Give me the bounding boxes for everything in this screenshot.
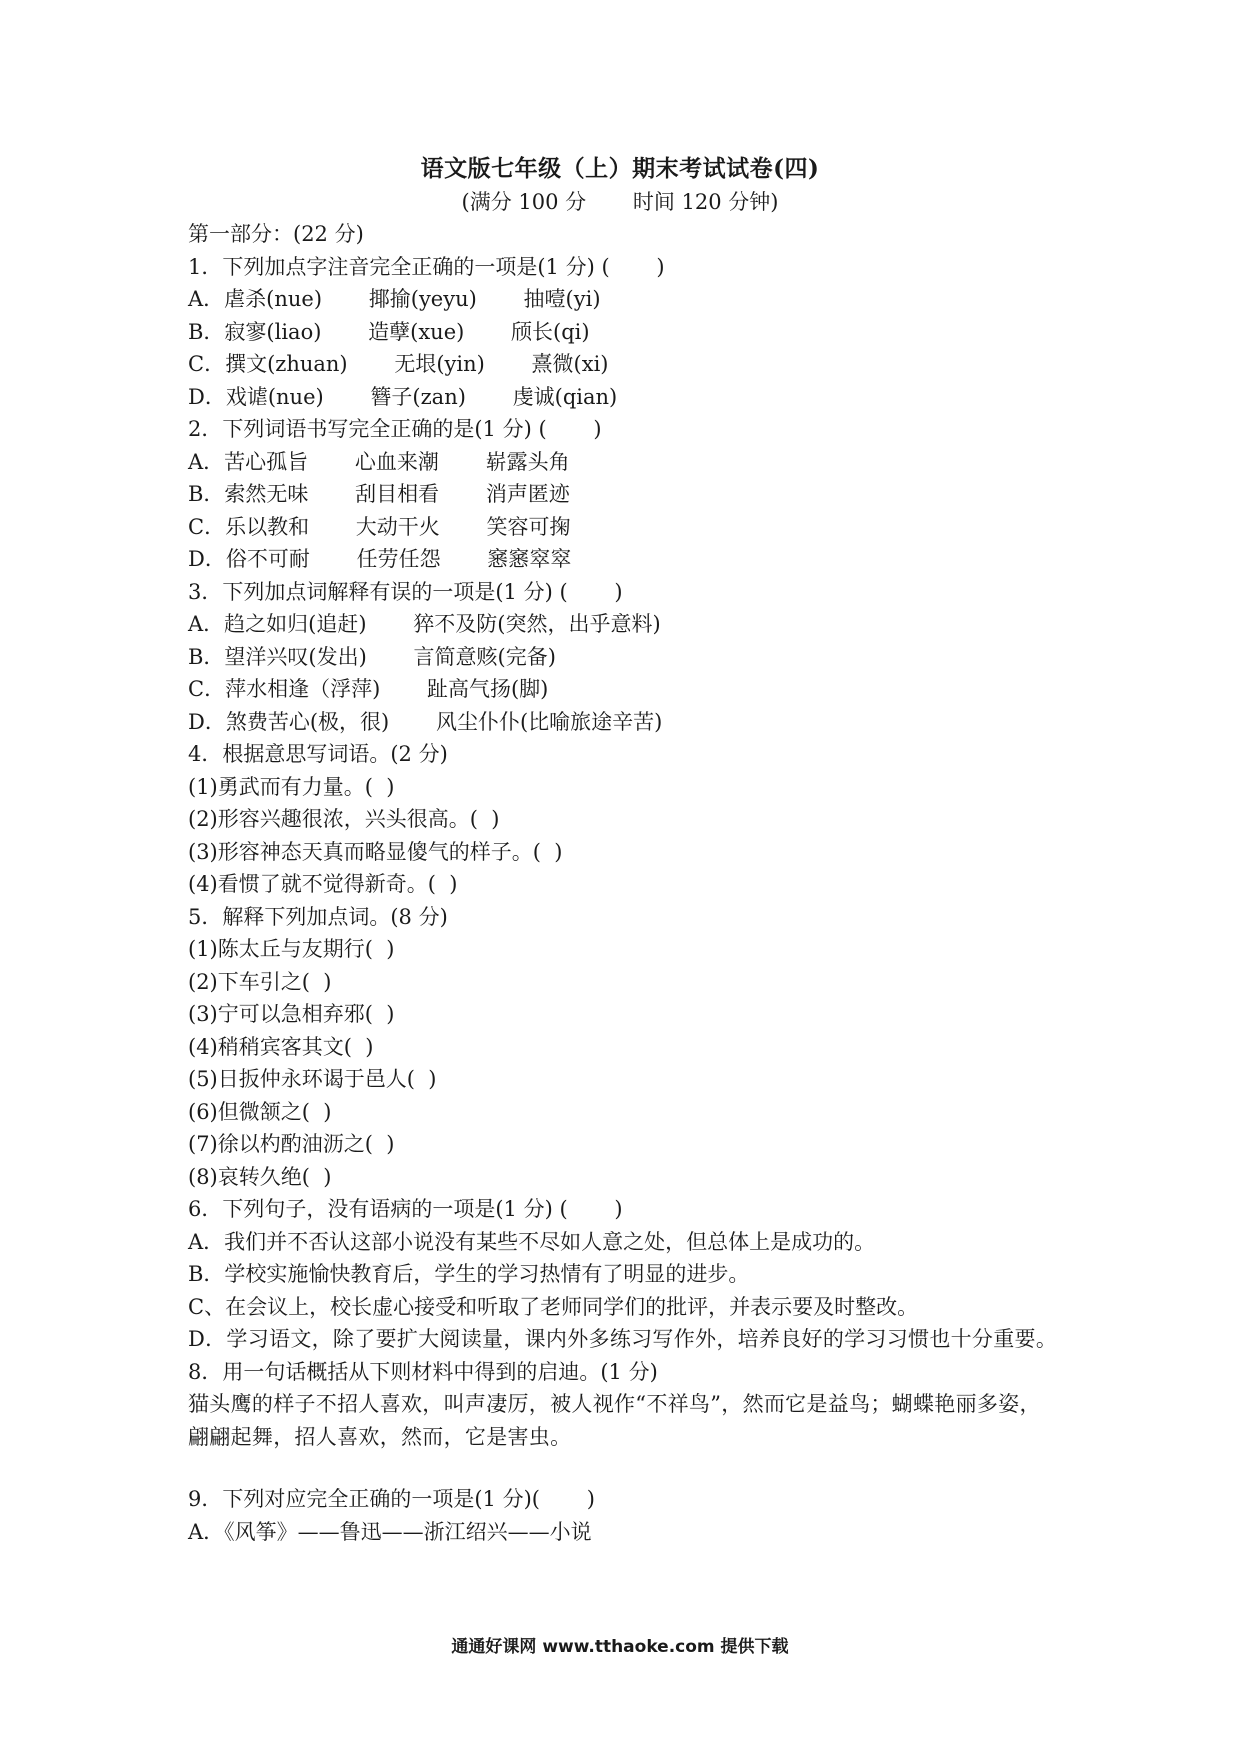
question-9 xyxy=(188,1483,1060,1548)
sub-item-1: (1)陈太丘与友期行( ) xyxy=(188,937,395,961)
option-d: D．煞费苦心(极，很) 风尘仆仆(比喻旅途辛苦) xyxy=(188,709,663,734)
footer-credit: 通通好课网 www.tthaoke.com 提供下载 xyxy=(451,1637,789,1657)
question-stem: 4．根据意思写词语。(2 分) xyxy=(188,742,448,766)
sub-item-3: (3)宁可以急相弃邪( ) xyxy=(188,1002,395,1026)
option-b: B．学校实施愉快教育后，学生的学习热情有了明显的进步。 xyxy=(188,1262,750,1286)
question-stem: 9．下列对应完全正确的一项是(1 分)( ) xyxy=(188,1487,595,1511)
option-c: C．乐以教和 大动干火 笑容可掬 xyxy=(188,514,571,539)
sub-item-6: (6)但微颔之( ) xyxy=(188,1099,332,1124)
exam-body xyxy=(188,218,1060,1548)
option-c: C．萍水相逢（浮萍) 趾高气扬(脚) xyxy=(188,677,549,701)
question-stem: 1．下列加点字注音完全正确的一项是(1 分) ( ) xyxy=(188,254,665,279)
question-8 xyxy=(188,1356,1060,1454)
sub-item-4: (4)稍稍宾客其文( ) xyxy=(188,1034,374,1059)
question-6 xyxy=(188,1193,1060,1356)
exam-title: 语文版七年级（上）期末考试试卷(四) xyxy=(420,155,820,182)
question-3 xyxy=(188,576,1060,739)
sub-item-4: (4)看惯了就不觉得新奇。( ) xyxy=(188,872,458,896)
sub-item-5: (5)日扳仲永环谒于邑人( ) xyxy=(188,1067,437,1091)
option-c: C、在会议上，校长虚心接受和听取了老师同学们的批评，并表示要及时整改。 xyxy=(188,1294,919,1319)
option-d: D．学习语文，除了要扩大阅读量，课内外多练习写作外，培养良好的学习习惯也十分重要。 xyxy=(188,1327,1058,1351)
sub-item-1: (1)勇武而有力量。( ) xyxy=(188,774,395,799)
option-b: B．索然无味 刮目相看 消声匿迹 xyxy=(188,482,570,506)
option-a: A．趋之如归(追赶) 猝不及防(突然，出乎意料) xyxy=(188,612,661,636)
option-b: B．寂寥(liao) 造孽(xue) 颀长(qi) xyxy=(188,319,590,344)
question-stem: 3．下列加点词解释有误的一项是(1 分) ( ) xyxy=(188,579,623,604)
question-stem: 5．解释下列加点词。(8 分) xyxy=(188,904,448,929)
section-heading: 第一部分：(22 分) xyxy=(188,222,364,246)
option-b: B．望洋兴叹(发出) 言简意赅(完备) xyxy=(188,644,556,669)
exam-subtitle: (满分 100 分 时间 120 分钟) xyxy=(461,190,779,214)
question-2 xyxy=(188,413,1060,576)
question-5 xyxy=(188,901,1060,1194)
question-stem: 6．下列句子，没有语病的一项是(1 分) ( ) xyxy=(188,1197,623,1221)
sub-item-7: (7)徐以杓酌油沥之( ) xyxy=(188,1132,395,1156)
sub-item-8: (8)哀转久绝( ) xyxy=(188,1164,332,1189)
option-a: A．虐杀(nue) 揶揄(yeyu) 抽噎(yi) xyxy=(188,287,601,311)
option-c: C．撰文(zhuan) 无垠(yin) 熹微(xi) xyxy=(188,352,609,376)
sub-item-3: (3)形容神态天真而略显傻气的样子。( ) xyxy=(188,839,563,864)
question-4 xyxy=(188,738,1060,901)
option-d: D．戏谑(nue) 簪子(zan) 虔诚(qian) xyxy=(188,384,618,409)
option-a: A．我们并不否认这部小说没有某些不尽如人意之处，但总体上是成功的。 xyxy=(188,1229,876,1254)
question-1 xyxy=(188,251,1060,414)
question-stem: 8．用一句话概括从下则材料中得到的启迪。(1 分) xyxy=(188,1359,658,1384)
sub-item-2: (2)下车引之( ) xyxy=(188,969,332,994)
question-stem: 2．下列词语书写完全正确的是(1 分) ( ) xyxy=(188,417,602,441)
option-d: D．俗不可耐 任劳任怨 窸窸窣窣 xyxy=(188,547,572,571)
option-a: A．苦心孤旨 心血来潮 崭露头角 xyxy=(188,449,570,474)
reading-material: 猫头鹰的样子不招人喜欢，叫声凄厉，被人视作“不祥鸟”，然而它是益鸟；蝴蝶艳丽多姿，翩翩起舞，招人喜欢，然而，它是害虫。 xyxy=(188,1392,1041,1449)
spacer xyxy=(188,1453,1060,1483)
sub-item-2: (2)形容兴趣很浓，兴头很高。( ) xyxy=(188,807,500,831)
option-a: A．《风筝》——鲁迅——浙江绍兴——小说 xyxy=(188,1519,592,1544)
